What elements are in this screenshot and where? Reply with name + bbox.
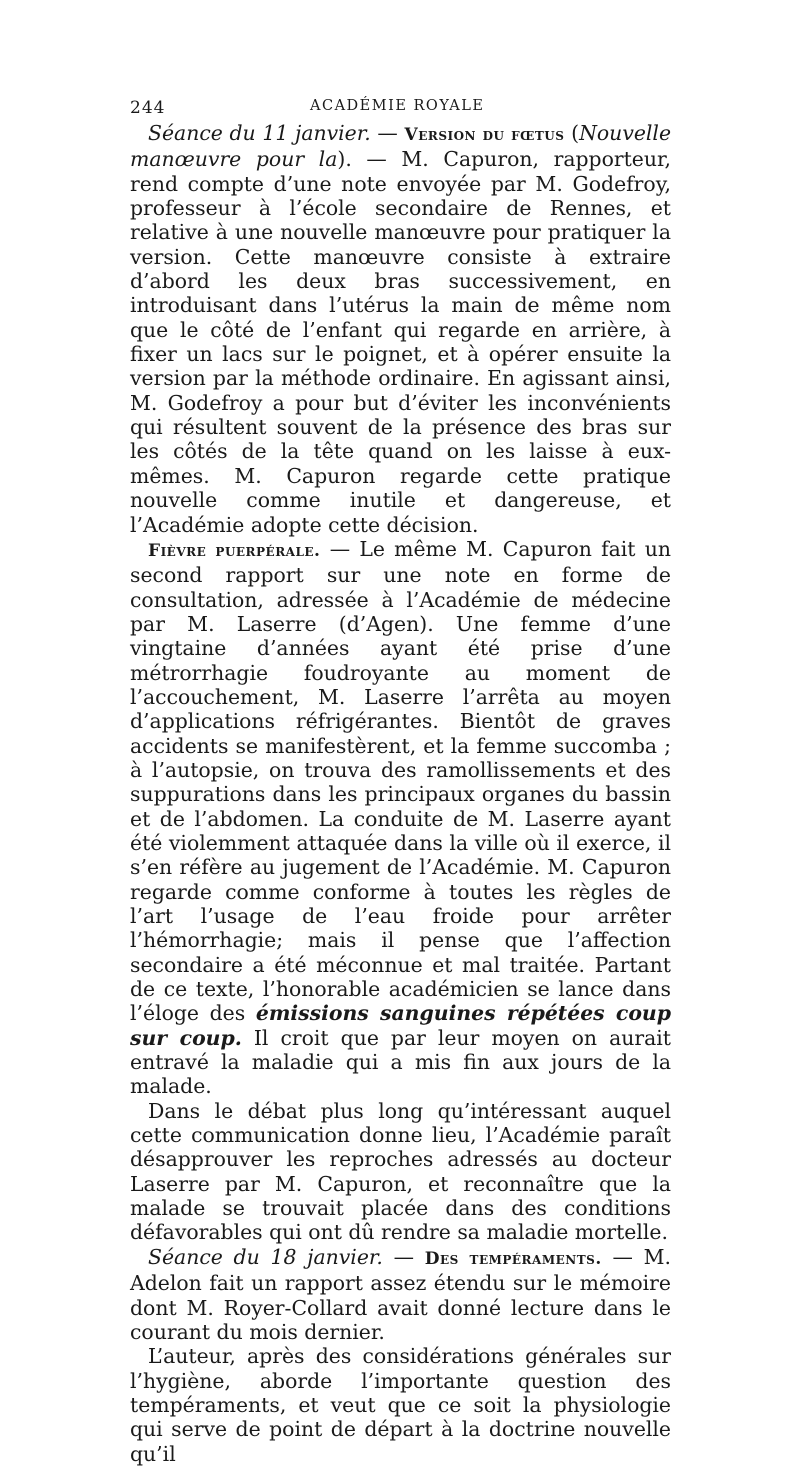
section-heading: Des tempéraments. [424,1248,602,1269]
paragraph-text: — M. Adelon fait un rapport assez étendu sur le mémoire dont M. Royer-Collard avait donné lecture dans le courant du mois dernier. [130,1244,671,1344]
paragraph-version-du-foetus [130,121,671,537]
section-heading: Version du fœtus [404,125,565,145]
paragraph-text: L’auteur, après des considérations générales sur l’hygiène, aborde l’importante question des tempéraments, et veut que ce soit la physiologie qui serve de point de départ à la doctrine nouvelle qu’il [130,1344,671,1466]
emphasis-text: émissions sanguines répétées coup sur coup. [130,1001,671,1050]
page-number: 244 [130,98,166,118]
paragraph-text: — Le même M. Capuron fait un second rapport sur une note en forme de consultation, adressée à l’Académie de médecine par M. Laserre (d’Agen). Une femme d’une vingtaine d’années ayant été prise d’une métrorrhagie foudroyante au moment de l’accouchement, M. Laserre l’arrêta au moyen d’applications réfrigérantes. Bientôt de graves accidents se manifestèrent, et la femme succomba ; à l’autopsie, on trouva des ramollissements et des suppurations dans les principaux organes du bassin et de l’abdomen. La conduite de M. Laserre ayant été violemment attaquée dans la ville où il exerce, il s’en réfère au jugement de l’Académie. M. Capuron regarde comme conforme à toutes les règles de l’art l’usage de l’eau froide pour arrêter l’hémorrhagie; mais il pense que l’affection secondaire a été méconnue et mal traitée. Partant de ce texte, l’honorable académicien se lance dans l’éloge des [130,536,671,1026]
section-heading: Fièvre puerpérale. [148,540,321,561]
dash: — [382,1244,425,1269]
paren-close: ). [337,147,352,172]
page-header [130,98,670,122]
italic-title: Nouvelle manœuvre pour la [130,121,672,172]
paragraph-auteur [130,1344,671,1466]
dash: — [370,121,405,145]
session-date: Séance du 11 janvier. [148,121,371,145]
session-date: Séance du 18 janvier. [148,1244,383,1269]
page-body [130,121,671,1466]
paragraph-text: — M. Capuron, rapporteur, rend compte d’une note envoyée par M. Godefroy, professeur à l’école secondaire de Rennes, et relative à une nouvelle manœuvre pour pratiquer la version. Cette manœuvre consiste à extraire d’abord les deux bras successivement, en introduisant dans l’utérus la main de même nom que le côté de l’enfant qui regarde en arrière, à fixer un lacs sur le poignet, et à opérer ensuite la version par la méthode ordinaire. En agissant ainsi, M. Godefroy a pour but d’éviter les inconvénients qui résultent souvent de la présence des bras sur les côtés de la tête quand on les laisse à eux-mêmes. M. Capuron regarde cette pratique nouvelle comme inutile et dangereuse, et l’Académie adopte cette décision. [130,147,671,537]
paragraph-text: Dans le débat plus long qu’intéressant auquel cette communication donne lieu, l’Académie paraît désapprouver les reproches adressés au docteur Laserre par M. Capuron, et reconnaître que la malade se trouvait placée dans des conditions défavorables qui ont dû rendre sa maladie mortelle. [130,1098,671,1245]
running-title: ACADÉMIE ROYALE [310,98,485,114]
paragraph-text-continued: Il croit que par leur moyen on aurait entravé la maladie qui a mis fin aux jours de la malade. [130,1025,671,1099]
paren-open: ( [564,121,580,145]
paragraph-debat [130,1099,671,1245]
paragraph-fievre-puerperale [130,537,671,1099]
paragraph-des-temperaments [130,1245,671,1344]
